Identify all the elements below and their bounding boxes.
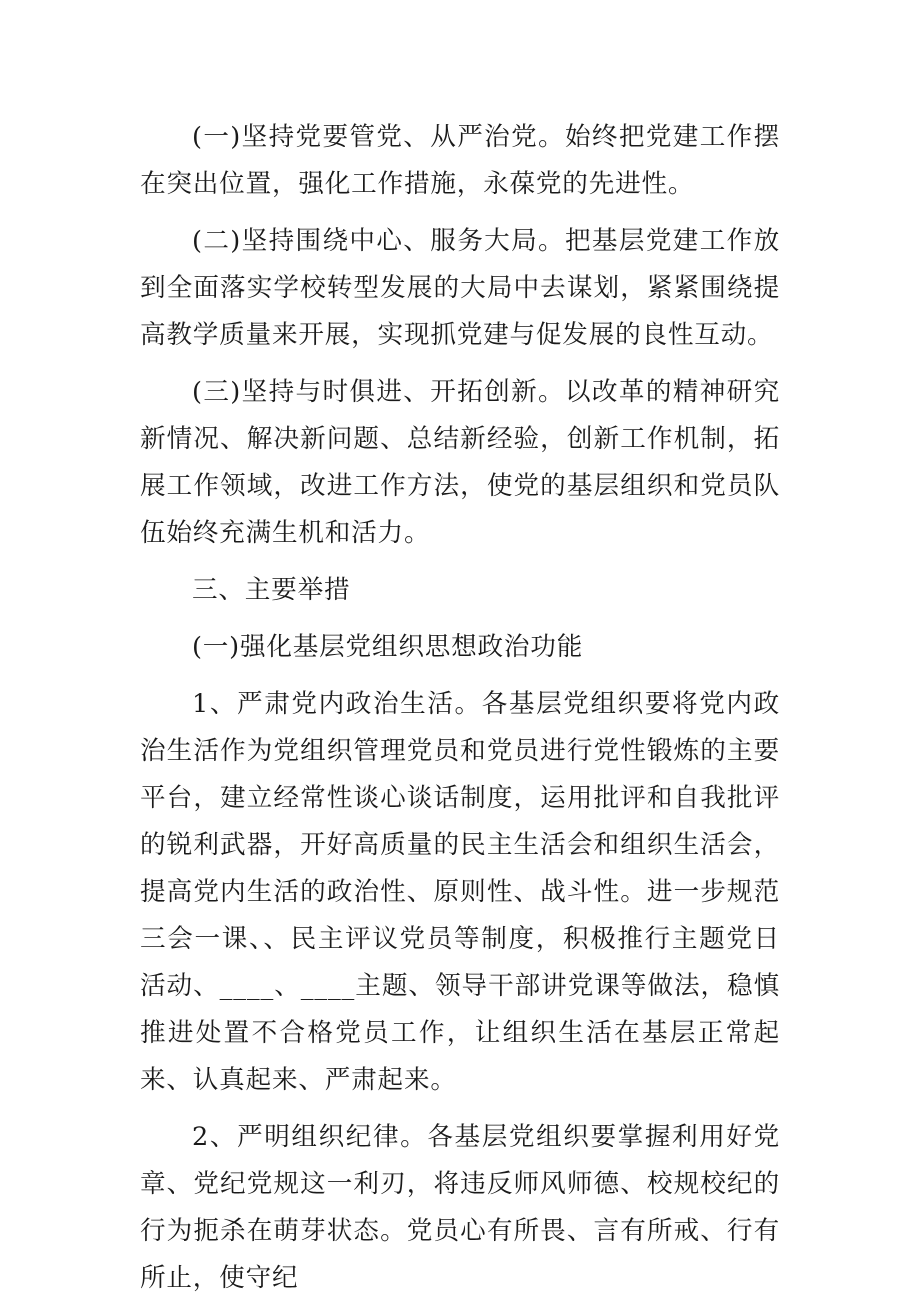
subsection-heading-1: (一)强化基层党组织思想政治功能 bbox=[192, 632, 584, 662]
document-body bbox=[140, 114, 780, 1312]
paragraph-principle-1: (一)坚持党要管党、从严治党。始终把党建工作摆在突出位置，强化工作措施，永葆党的先进性。 bbox=[140, 122, 780, 199]
paragraph-measure-1: 1、严肃党内政治生活。各基层党组织要将党内政治生活作为党组织管理党员和党员进行党性锻炼的主要平台，建立经常性谈心谈话制度，运用批评和自我批评的锐利武器，开好高质量的民主生活会和组织生活会，提高党内生活的政治性、原则性、战斗性。进一步规范三会一课、、民主评议党员等制度，积极推行主题党日活动、____、____主题、领导干部讲党课等做法，稳慎推进处置不合格党员工作，让组织生活在基层正常起来、认真起来、严肃起来。 bbox=[140, 689, 780, 1095]
section-heading-main-measures: 三、主要举措 bbox=[192, 575, 351, 605]
paragraph-principle-3: (三)坚持与时俱进、开拓创新。以改革的精神研究新情况、解决新问题、总结新经验，创新工作机制，拓展工作领域，改进工作方法，使党的基层组织和党员队伍始终充满生机和活力。 bbox=[140, 377, 780, 548]
paragraph-principle-2: (二)坚持围绕中心、服务大局。把基层党建工作放到全面落实学校转型发展的大局中去谋划，紧紧围绕提高教学质量来开展，实现抓党建与促发展的良性互动。 bbox=[140, 226, 780, 350]
paragraph-measure-2: 2、严明组织纪律。各基层党组织要掌握利用好党章、党纪党规这一利刃，将违反师风师德、校规校纪的行为扼杀在萌芽状态。党员心有所畏、言有所戒、行有所止，使守纪 bbox=[140, 1122, 780, 1293]
